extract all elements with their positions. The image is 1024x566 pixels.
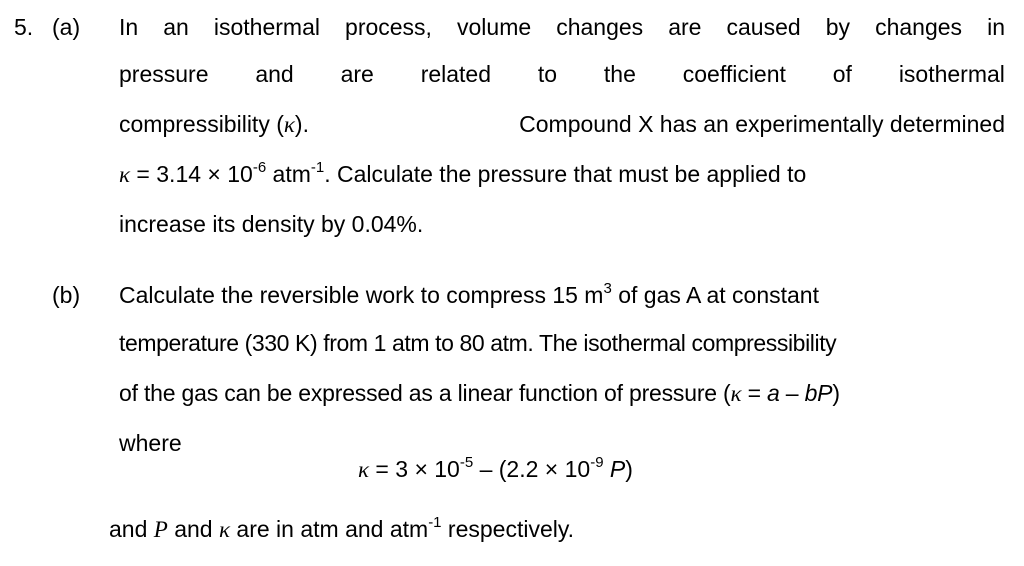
- part-a-line-2: [119, 61, 1005, 88]
- word: and: [255, 61, 294, 87]
- word: pressure: [119, 61, 209, 87]
- word: the: [603, 61, 636, 87]
- text: of gas A at constant: [611, 282, 819, 308]
- text: =: [741, 380, 767, 406]
- text: and: [167, 516, 219, 542]
- word: coefficient: [682, 61, 786, 87]
- text: respectively.: [441, 516, 575, 542]
- variable-P: P: [153, 517, 168, 542]
- exponent: -1: [428, 514, 442, 531]
- exponent: -9: [590, 454, 604, 471]
- exponent: -6: [252, 159, 267, 176]
- text: = 3 × 10: [369, 456, 460, 482]
- compressibility-phrase: [119, 111, 309, 138]
- part-a-line-4: [119, 161, 1005, 188]
- word: are: [340, 61, 374, 87]
- question-number: 5.: [14, 14, 34, 40]
- variable-bP: bP: [804, 380, 833, 406]
- text: ).: [294, 111, 309, 137]
- word: related: [420, 61, 492, 87]
- kappa-symbol: κ: [283, 112, 295, 137]
- variable-a: a: [767, 380, 780, 406]
- compound-text: Compound X has an experimentally determined: [519, 111, 1005, 137]
- part-b-line-3: [119, 380, 840, 407]
- text: Calculate the reversible work to compress 15 m: [119, 282, 604, 308]
- kappa-symbol: κ: [119, 162, 131, 187]
- text: ): [832, 380, 840, 406]
- text: compressibility (: [119, 111, 284, 137]
- kappa-symbol: κ: [358, 457, 370, 482]
- part-b-line-2: temperature (330 K) from 1 atm to 80 atm. The isothermal compressibility: [119, 330, 837, 356]
- exponent: 3: [603, 280, 612, 297]
- kappa-symbol: κ: [218, 517, 231, 542]
- units-note: [109, 516, 574, 543]
- part-b-label: (b): [52, 282, 81, 308]
- text: are in atm and atm: [230, 516, 429, 542]
- word: to: [537, 61, 558, 87]
- text: of the gas can be expressed as a linear function of pressure (: [119, 380, 731, 406]
- variable-P: P: [603, 456, 626, 482]
- exponent: -1: [310, 159, 325, 176]
- text: –: [779, 380, 805, 406]
- text: ): [625, 456, 633, 482]
- part-a-line-1: In an isothermal process, volume changes are caused by changes in: [119, 14, 1005, 40]
- kappa-value: = 3.14 × 10: [130, 161, 253, 187]
- unit: atm: [266, 161, 311, 187]
- part-b-line-1: [119, 282, 819, 309]
- text: – (2.2 × 10: [473, 456, 591, 482]
- kappa-symbol: κ: [730, 381, 742, 406]
- part-a-line-3: [119, 111, 1005, 138]
- text: . Calculate the pressure that must be applied to: [324, 161, 807, 187]
- compressibility-equation: [358, 456, 633, 483]
- part-a-label: (a): [52, 14, 81, 40]
- part-a-line-5: increase its density by 0.04%.: [119, 211, 424, 237]
- text: and: [109, 516, 154, 542]
- part-b-line-4: where: [119, 430, 182, 456]
- word: isothermal: [898, 61, 1005, 87]
- word: of: [832, 61, 852, 87]
- exponent: -5: [459, 454, 474, 471]
